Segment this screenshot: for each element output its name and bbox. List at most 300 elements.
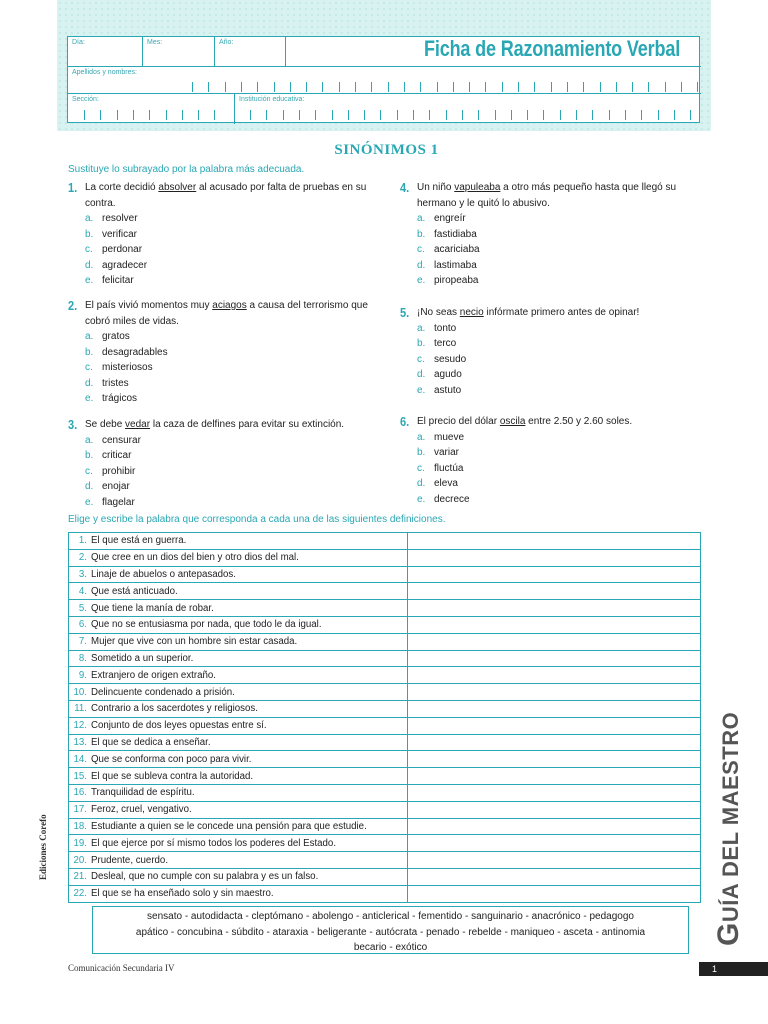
question-text-before: Un niño bbox=[417, 182, 455, 193]
letter-box-divider bbox=[616, 82, 617, 92]
letter-box-divider bbox=[397, 110, 398, 120]
word-bank-line-2: apático - concubina - súbdito - ataraxia - beligerante - autócrata - penado - rebelde - maniqueo - asceta - antinomia bbox=[135, 926, 646, 938]
definition-cell bbox=[69, 768, 408, 785]
letter-box-divider bbox=[332, 110, 333, 120]
letter-box-divider bbox=[315, 110, 316, 120]
answer-cell[interactable] bbox=[408, 751, 701, 768]
guide-rest: UÍA DEL MAESTRO bbox=[718, 711, 743, 923]
letter-box-divider bbox=[518, 82, 519, 92]
letter-box-divider bbox=[322, 82, 323, 92]
answer-option[interactable] bbox=[68, 242, 378, 258]
answer-option[interactable] bbox=[68, 479, 378, 495]
definition-number: 7. bbox=[78, 636, 87, 648]
option-text: mueve bbox=[434, 431, 465, 443]
definition-cell bbox=[69, 852, 408, 869]
answer-option[interactable] bbox=[68, 273, 378, 289]
letter-box-divider bbox=[648, 82, 649, 92]
definition-cell bbox=[69, 801, 408, 818]
letter-box-divider bbox=[192, 82, 193, 92]
letter-box-divider bbox=[697, 82, 698, 92]
table-row bbox=[69, 835, 701, 852]
answer-option[interactable] bbox=[68, 448, 378, 464]
letter-box-divider bbox=[364, 110, 365, 120]
letter-box-divider bbox=[208, 82, 209, 92]
month-field[interactable]: Mes: bbox=[147, 39, 163, 46]
answer-option[interactable] bbox=[400, 258, 710, 274]
letter-box-divider bbox=[583, 82, 584, 92]
underlined-word: oscila bbox=[499, 416, 526, 427]
table-row bbox=[69, 700, 701, 717]
word-bank bbox=[92, 906, 689, 954]
option-letter: c. bbox=[85, 244, 93, 255]
answer-option[interactable] bbox=[400, 242, 710, 258]
answer-cell[interactable] bbox=[408, 600, 701, 617]
answer-cell[interactable] bbox=[408, 835, 701, 852]
answer-cell[interactable] bbox=[408, 818, 701, 835]
instruction-synonyms: Sustituye lo subrayado por la palabra más adecuada. bbox=[68, 164, 305, 175]
answer-cell[interactable] bbox=[408, 734, 701, 751]
question-4 bbox=[400, 180, 710, 289]
option-text: terco bbox=[434, 338, 457, 349]
underlined-word: necio bbox=[459, 307, 484, 318]
question-text-after: la caza de delfines para evitar su extinción. bbox=[150, 419, 345, 430]
answer-cell[interactable] bbox=[408, 633, 701, 650]
letter-box-divider bbox=[511, 110, 512, 120]
option-text: acariciaba bbox=[434, 244, 480, 255]
table-row bbox=[69, 768, 701, 785]
answer-cell[interactable] bbox=[408, 684, 701, 701]
letter-box-divider bbox=[665, 82, 666, 92]
definition-cell bbox=[69, 700, 408, 717]
definition-text: Feroz, cruel, vengativo. bbox=[91, 804, 192, 816]
answer-cell[interactable] bbox=[408, 533, 701, 550]
definition-number: 1. bbox=[78, 535, 87, 547]
definition-number: 8. bbox=[78, 652, 87, 664]
option-letter: a. bbox=[417, 431, 426, 443]
definition-number: 21. bbox=[73, 871, 87, 883]
option-letter: a. bbox=[85, 213, 94, 224]
definition-cell bbox=[69, 616, 408, 633]
option-text: misteriosos bbox=[102, 362, 153, 373]
question-text bbox=[400, 305, 710, 321]
table-row bbox=[69, 852, 701, 869]
option-text: tristes bbox=[102, 377, 129, 389]
definition-cell bbox=[69, 835, 408, 852]
letter-box-divider bbox=[198, 110, 199, 120]
letter-box-divider bbox=[674, 110, 675, 120]
section-title: SINÓNIMOS 1 bbox=[334, 142, 439, 158]
letter-box-divider bbox=[478, 110, 479, 120]
word-bank-line-3: becario - exótico bbox=[353, 942, 428, 953]
definition-number: 9. bbox=[78, 669, 87, 681]
letter-box-divider bbox=[502, 82, 503, 92]
question-number: 2. bbox=[68, 298, 78, 313]
definitions-table bbox=[68, 532, 701, 903]
letter-box-divider bbox=[600, 82, 601, 92]
answer-option[interactable] bbox=[68, 360, 378, 376]
option-letter: d. bbox=[417, 369, 426, 380]
option-text: decrece bbox=[434, 493, 470, 505]
table-row bbox=[69, 734, 701, 751]
option-letter: b. bbox=[85, 228, 94, 240]
question-number: 6. bbox=[400, 414, 410, 429]
answer-option[interactable] bbox=[400, 273, 710, 289]
letter-box-divider bbox=[446, 110, 447, 120]
answer-option[interactable] bbox=[400, 445, 710, 461]
question-number: 3. bbox=[68, 417, 78, 432]
answer-cell[interactable] bbox=[408, 566, 701, 583]
option-text: flagelar bbox=[102, 496, 135, 508]
year-field[interactable]: Año: bbox=[219, 39, 234, 46]
question-3 bbox=[68, 417, 378, 510]
question-text-after: entre 2.50 y 2.60 soles. bbox=[525, 416, 633, 427]
letter-box-divider bbox=[214, 110, 215, 120]
answer-option[interactable] bbox=[400, 352, 710, 368]
option-letter: c. bbox=[85, 362, 93, 373]
answer-option[interactable] bbox=[68, 433, 378, 449]
question-2 bbox=[68, 298, 378, 407]
definition-cell bbox=[69, 667, 408, 684]
answer-option[interactable] bbox=[400, 367, 710, 383]
question-text-before: La corte decidió bbox=[85, 182, 159, 193]
definition-text: Conjunto de dos leyes opuestas entre sí. bbox=[91, 720, 267, 732]
definition-text: El que está en guerra. bbox=[91, 535, 187, 547]
answer-option[interactable] bbox=[400, 211, 710, 227]
page-number: 1 bbox=[712, 964, 718, 974]
option-text: astuto bbox=[434, 384, 462, 396]
definition-number: 5. bbox=[78, 602, 87, 614]
definition-text: Que está anticuado. bbox=[91, 585, 178, 597]
answer-cell[interactable] bbox=[408, 583, 701, 600]
letter-box-divider bbox=[371, 82, 372, 92]
table-row bbox=[69, 801, 701, 818]
option-letter: a. bbox=[417, 322, 426, 334]
letter-box-divider bbox=[551, 82, 552, 92]
answer-option[interactable] bbox=[68, 376, 378, 392]
page-number-bar bbox=[699, 962, 768, 976]
table-row bbox=[69, 616, 701, 633]
definition-cell bbox=[69, 885, 408, 902]
definition-text: Desleal, que no cumple con su palabra y es un falso. bbox=[91, 871, 319, 883]
option-letter: b. bbox=[85, 450, 94, 461]
letter-box-divider bbox=[388, 82, 389, 92]
letter-box-divider bbox=[527, 110, 528, 120]
answer-cell[interactable] bbox=[408, 667, 701, 684]
letter-box-divider bbox=[495, 110, 496, 120]
definition-text: Delincuente condenado a prisión. bbox=[91, 686, 235, 698]
option-letter: d. bbox=[85, 481, 94, 492]
day-field[interactable]: Día: bbox=[72, 39, 85, 46]
definition-cell bbox=[69, 583, 408, 600]
answer-option[interactable] bbox=[68, 391, 378, 407]
option-text: prohibir bbox=[102, 465, 136, 477]
underlined-word: aciagos bbox=[212, 300, 247, 311]
definition-text: Linaje de abuelos o antepasados. bbox=[91, 568, 236, 580]
letter-box-divider bbox=[462, 110, 463, 120]
instruction-definitions: Elige y escribe la palabra que corresponda a cada una de las siguientes definiciones. bbox=[68, 514, 446, 525]
definition-cell bbox=[69, 633, 408, 650]
definition-text: Tranquilidad de espíritu. bbox=[91, 787, 195, 799]
option-letter: c. bbox=[85, 465, 93, 477]
definition-text: El que se dedica a enseñar. bbox=[91, 736, 211, 748]
table-row bbox=[69, 717, 701, 734]
answer-option[interactable] bbox=[400, 461, 710, 477]
answer-option[interactable] bbox=[68, 258, 378, 274]
letter-box-divider bbox=[166, 110, 167, 120]
table-row bbox=[69, 684, 701, 701]
option-letter: e. bbox=[85, 496, 94, 508]
letter-box-divider bbox=[257, 82, 258, 92]
option-letter: a. bbox=[85, 331, 94, 342]
answer-cell[interactable] bbox=[408, 885, 701, 902]
letter-box-divider bbox=[592, 110, 593, 120]
definition-cell bbox=[69, 600, 408, 617]
definition-number: 3. bbox=[78, 568, 87, 580]
option-text: censurar bbox=[102, 434, 141, 446]
answer-cell[interactable] bbox=[408, 768, 701, 785]
definition-cell bbox=[69, 566, 408, 583]
definition-text: Prudente, cuerdo. bbox=[91, 854, 169, 866]
definition-text: Que no se entusiasma por nada, que todo le da igual. bbox=[91, 619, 322, 631]
definition-text: El que se ha enseñado solo y sin maestro. bbox=[91, 888, 274, 900]
question-number: 1. bbox=[68, 180, 78, 195]
answer-option[interactable] bbox=[400, 383, 710, 399]
sheet-title: Ficha de Razonamiento Verbal bbox=[424, 36, 681, 61]
option-text: verificar bbox=[102, 228, 138, 240]
definition-number: 20. bbox=[73, 854, 87, 866]
underlined-word: vedar bbox=[125, 419, 151, 430]
option-text: criticar bbox=[102, 450, 132, 461]
letter-box-divider bbox=[658, 110, 659, 120]
option-letter: c. bbox=[417, 244, 425, 255]
option-text: resolver bbox=[102, 213, 138, 224]
option-letter: e. bbox=[85, 275, 94, 286]
answer-option[interactable] bbox=[68, 345, 378, 361]
table-row bbox=[69, 885, 701, 902]
question-text-after: a otro más pequeño hasta que llegó su hermano y le quitó lo abusivo. bbox=[417, 182, 677, 209]
letter-box-divider bbox=[182, 110, 183, 120]
option-text: trágicos bbox=[102, 393, 138, 404]
question-text bbox=[400, 180, 710, 211]
definition-number: 4. bbox=[78, 585, 87, 597]
option-text: gratos bbox=[102, 331, 130, 342]
option-letter: a. bbox=[417, 213, 426, 224]
definition-cell bbox=[69, 533, 408, 550]
option-text: desagradables bbox=[102, 346, 168, 358]
option-letter: b. bbox=[417, 228, 426, 240]
letter-box-divider bbox=[453, 82, 454, 92]
question-text-after: a causa del terrorismo que cobró miles de vidas. bbox=[85, 300, 368, 327]
table-row bbox=[69, 868, 701, 885]
letter-box-divider bbox=[250, 110, 251, 120]
answer-option[interactable] bbox=[400, 430, 710, 446]
option-text: tonto bbox=[434, 322, 457, 334]
letter-box-divider bbox=[225, 82, 226, 92]
publisher-label: Ediciones Corefo bbox=[38, 814, 48, 880]
answer-cell[interactable] bbox=[408, 717, 701, 734]
definition-text: Que cree en un dios del bien y otro dios del mal. bbox=[91, 552, 299, 564]
letter-box-divider bbox=[576, 110, 577, 120]
letter-box-divider bbox=[149, 110, 150, 120]
institution-field[interactable]: Institución educativa: bbox=[239, 96, 305, 103]
definition-number: 22. bbox=[73, 888, 87, 900]
letter-box-divider bbox=[299, 110, 300, 120]
question-text-before: Se debe bbox=[85, 419, 126, 430]
answer-option[interactable] bbox=[400, 336, 710, 352]
definition-text: Que tiene la manía de robar. bbox=[91, 602, 214, 614]
option-letter: b. bbox=[417, 338, 426, 349]
definition-cell bbox=[69, 784, 408, 801]
letter-box-divider bbox=[567, 82, 568, 92]
answer-cell[interactable] bbox=[408, 700, 701, 717]
teacher-guide-label bbox=[712, 712, 746, 946]
word-bank-line-1: sensato - autodidacta - cleptómano - abolengo - anticlerical - fementido - sanguinario - anacrónico - pedagogo bbox=[147, 911, 634, 922]
definition-number: 16. bbox=[73, 787, 87, 799]
letter-box-divider bbox=[690, 110, 691, 120]
underlined-word: vapuleaba bbox=[454, 182, 501, 193]
answer-option[interactable] bbox=[68, 227, 378, 243]
definition-cell bbox=[69, 751, 408, 768]
answer-option[interactable] bbox=[400, 492, 710, 508]
option-letter: c. bbox=[417, 353, 425, 365]
definition-cell bbox=[69, 734, 408, 751]
answer-option[interactable] bbox=[400, 476, 710, 492]
option-text: felicitar bbox=[102, 275, 134, 286]
answer-cell[interactable] bbox=[408, 784, 701, 801]
answer-cell[interactable] bbox=[408, 616, 701, 633]
table-row bbox=[69, 650, 701, 667]
letter-box-divider bbox=[413, 110, 414, 120]
question-text-after: infórmate primero antes de opinar! bbox=[483, 307, 640, 318]
definition-cell bbox=[69, 650, 408, 667]
option-letter: e. bbox=[417, 493, 426, 505]
option-text: enojar bbox=[102, 481, 130, 492]
question-number: 4. bbox=[400, 180, 410, 195]
option-letter: d. bbox=[417, 259, 426, 271]
letter-box-divider bbox=[283, 110, 284, 120]
definition-text: Sometido a un superior. bbox=[91, 652, 194, 664]
option-text: piropeaba bbox=[434, 275, 479, 286]
question-number: 5. bbox=[400, 305, 410, 320]
letter-box-divider bbox=[641, 110, 642, 120]
option-letter: c. bbox=[417, 462, 425, 474]
answer-option[interactable] bbox=[400, 227, 710, 243]
question-text bbox=[68, 180, 378, 211]
table-row bbox=[69, 583, 701, 600]
letter-box-divider bbox=[348, 110, 349, 120]
definition-number: 19. bbox=[73, 837, 87, 849]
letter-box-divider bbox=[290, 82, 291, 92]
guide-initial: G bbox=[712, 922, 745, 946]
table-row bbox=[69, 549, 701, 566]
definition-number: 14. bbox=[73, 753, 87, 765]
letter-box-divider bbox=[404, 82, 405, 92]
option-letter: d. bbox=[417, 478, 426, 489]
definition-text: Extranjero de origen extraño. bbox=[91, 669, 216, 681]
answer-cell[interactable] bbox=[408, 868, 701, 885]
answer-cell[interactable] bbox=[408, 801, 701, 818]
letter-box-divider bbox=[560, 110, 561, 120]
names-field[interactable]: Apellidos y nombres: bbox=[72, 69, 137, 76]
letter-box-divider bbox=[485, 82, 486, 92]
table-row bbox=[69, 667, 701, 684]
letter-box-divider bbox=[543, 110, 544, 120]
table-row bbox=[69, 600, 701, 617]
underlined-word: absolver bbox=[158, 182, 197, 193]
option-text: agradecer bbox=[102, 259, 148, 271]
definition-number: 17. bbox=[73, 804, 87, 816]
question-text bbox=[68, 298, 378, 329]
question-text-before: El país vivió momentos muy bbox=[85, 300, 213, 311]
definition-number: 10. bbox=[73, 686, 87, 698]
definition-cell bbox=[69, 818, 408, 835]
section-field[interactable]: Sección: bbox=[72, 96, 99, 103]
letter-box-divider bbox=[380, 110, 381, 120]
table-row bbox=[69, 566, 701, 583]
option-letter: e. bbox=[85, 393, 94, 404]
question-text bbox=[400, 414, 710, 430]
table-row bbox=[69, 751, 701, 768]
answer-option[interactable] bbox=[68, 211, 378, 227]
definition-text: Estudiante a quien se le concede una pensión para que estudie. bbox=[91, 820, 367, 832]
definition-cell bbox=[69, 684, 408, 701]
question-text bbox=[68, 417, 378, 433]
option-text: eleva bbox=[434, 478, 458, 489]
option-text: fluctúa bbox=[434, 462, 464, 474]
option-text: sesudo bbox=[434, 353, 467, 365]
answer-cell[interactable] bbox=[408, 549, 701, 566]
letter-box-divider bbox=[100, 110, 101, 120]
option-text: engreír bbox=[434, 213, 466, 224]
option-letter: e. bbox=[417, 275, 426, 286]
definition-number: 11. bbox=[74, 703, 87, 715]
definition-text: Mujer que vive con un hombre sin estar casada. bbox=[91, 636, 298, 648]
answer-option[interactable] bbox=[68, 495, 378, 511]
letter-box-divider bbox=[681, 82, 682, 92]
table-row bbox=[69, 818, 701, 835]
definition-number: 18. bbox=[73, 820, 87, 832]
question-text-before: El precio del dólar bbox=[417, 416, 500, 427]
answer-option[interactable] bbox=[400, 321, 710, 337]
letter-box-divider bbox=[84, 110, 85, 120]
letter-box-divider bbox=[534, 82, 535, 92]
question-text-before: ¡No seas bbox=[417, 307, 460, 318]
definition-cell bbox=[69, 868, 408, 885]
letter-box-divider bbox=[117, 110, 118, 120]
answer-option[interactable] bbox=[68, 329, 378, 345]
letter-box-divider bbox=[274, 82, 275, 92]
answer-option[interactable] bbox=[68, 464, 378, 480]
letter-box-divider bbox=[632, 82, 633, 92]
option-letter: a. bbox=[85, 434, 94, 446]
option-letter: d. bbox=[85, 377, 94, 389]
option-letter: b. bbox=[417, 447, 426, 458]
option-text: agudo bbox=[434, 369, 462, 380]
question-text-after: al acusado por falta de pruebas en su contra. bbox=[85, 182, 367, 209]
definition-number: 2. bbox=[78, 552, 87, 564]
footer-course: Comunicación Secundaria IV bbox=[68, 963, 175, 973]
definition-cell bbox=[69, 549, 408, 566]
letter-box-divider bbox=[469, 82, 470, 92]
answer-cell[interactable] bbox=[408, 852, 701, 869]
letter-box-divider bbox=[429, 110, 430, 120]
letter-box-divider bbox=[420, 82, 421, 92]
letter-box-divider bbox=[437, 82, 438, 92]
question-5 bbox=[400, 305, 710, 398]
option-text: lastimaba bbox=[434, 259, 477, 271]
answer-cell[interactable] bbox=[408, 650, 701, 667]
option-text: fastidiaba bbox=[434, 228, 477, 240]
